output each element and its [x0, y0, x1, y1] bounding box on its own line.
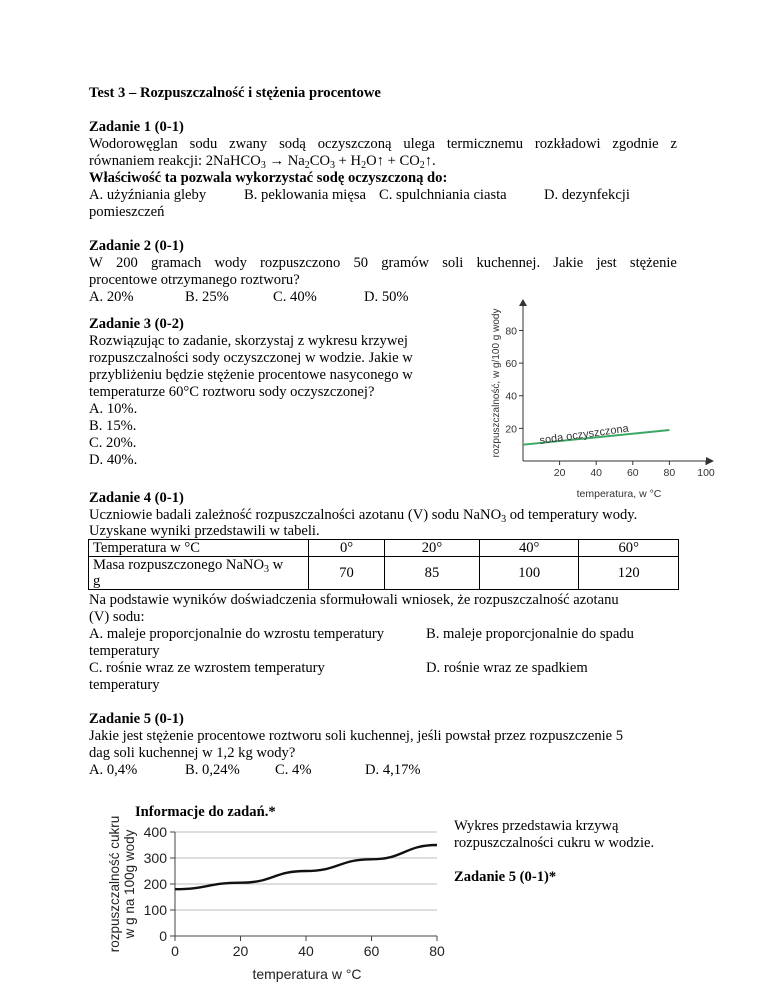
- y-tick-label: 100: [143, 902, 167, 918]
- z4-option-c[interactable]: C. rośnie wraz ze wzrostem temperatury: [89, 660, 325, 676]
- z4-option-b-cont: temperatury: [89, 643, 160, 659]
- table-cell: 0°: [309, 540, 385, 557]
- z5-option-c[interactable]: C. 4%: [275, 762, 312, 778]
- z4-after2: (V) sodu:: [89, 609, 145, 625]
- z5-line1: Jakie jest stężenie procentowe roztworu soli kuchennej, jeśli powstał przez rozpuszczenie 5: [89, 728, 624, 744]
- x-axis-arrow: [706, 457, 714, 465]
- z5-option-a[interactable]: A. 0,4%: [89, 762, 138, 778]
- z3-option-d[interactable]: D. 40%.: [89, 452, 138, 468]
- z2-heading: Zadanie 2 (0-1): [89, 238, 184, 254]
- y-tick-label: 80: [505, 325, 517, 338]
- z1-option-a[interactable]: A. użyźniania gleby: [89, 187, 207, 203]
- x-axis-label: temperatura, w °C: [576, 488, 662, 500]
- z1-question: Właściwość ta pozwala wykorzystać sodę oczyszczoną do:: [89, 170, 448, 186]
- table-cell: 60°: [579, 540, 679, 557]
- z3-line2: rozpuszczalności sody oczyszczonej w wodzie. Jakie w: [89, 350, 413, 366]
- x-tick-label: 20: [553, 467, 566, 479]
- x-tick-label: 80: [663, 467, 676, 479]
- z1-option-d[interactable]: D. dezynfekcji: [544, 187, 630, 203]
- z3-heading: Zadanie 3 (0-2): [89, 316, 184, 332]
- z2-option-a[interactable]: A. 20%: [89, 289, 134, 305]
- z5-line2: dag soli kuchennej w 1,2 kg wody?: [89, 745, 296, 761]
- z5-star-heading: Zadanie 5 (0-1)*: [454, 869, 557, 885]
- z2-line2: procentowe otrzymanego roztworu?: [89, 272, 300, 288]
- z1-option-b[interactable]: B. peklowania mięsa: [244, 187, 366, 203]
- table-cell: 40°: [479, 540, 579, 557]
- y-axis-label-line2: w g na 100g wody: [122, 829, 137, 939]
- z2-line1: W 200 gramach wody rozpuszczono 50 gramów soli kuchennej. Jakie jest stężenie: [89, 255, 677, 271]
- table-cell: 20°: [385, 540, 480, 557]
- z1-line1: Wodorowęglan sodu zwany sodą oczyszczoną ulega termicznemu rozkładowi zgodnie z: [89, 136, 677, 152]
- x-tick-label: 0: [171, 943, 179, 959]
- z3-line4: temperaturze 60°C roztworu sody oczyszczonej?: [89, 384, 375, 400]
- table-row: [89, 540, 679, 557]
- z3-option-c[interactable]: C. 20%.: [89, 435, 137, 451]
- z1-option-c[interactable]: C. spulchniania ciasta: [379, 187, 507, 203]
- y-tick-label: 300: [143, 850, 167, 866]
- y-tick-label: 40: [505, 390, 517, 403]
- x-tick-label: 60: [626, 467, 639, 479]
- z3-line3: przybliżeniu będzie stężenie procentowe nasyconego w: [89, 367, 413, 383]
- y-tick-label: 400: [143, 824, 167, 840]
- sugar-solubility-chart: [105, 798, 457, 988]
- y-tick-label: 200: [143, 876, 167, 892]
- z4-line2: Uzyskane wyniki przedstawili w tabeli.: [89, 523, 320, 539]
- table-cell: 120: [579, 557, 679, 590]
- table-cell: 100: [479, 557, 579, 590]
- x-tick-label: 80: [429, 943, 445, 959]
- z2-option-d[interactable]: D. 50%: [364, 289, 409, 305]
- chart-title: Informacje do zadań.*: [135, 804, 276, 820]
- z4-after1: Na podstawie wyników doświadczenia sformułowali wniosek, że rozpuszczalność azotanu: [89, 592, 619, 608]
- x-tick-label: 100: [697, 467, 715, 479]
- table-cell: 85: [385, 557, 480, 590]
- table-row: [89, 557, 679, 590]
- z5-heading: Zadanie 5 (0-1): [89, 711, 184, 727]
- table-cell: 70: [309, 557, 385, 590]
- y-tick-label: 20: [505, 423, 517, 436]
- z2-option-b[interactable]: B. 25%: [185, 289, 229, 305]
- z4-option-d-cont: temperatury: [89, 677, 160, 693]
- series-label: soda oczyszczona: [538, 422, 630, 447]
- z4-heading: Zadanie 4 (0-1): [89, 490, 184, 506]
- y-axis-label: rozpuszczalność, w g/100 g wody: [491, 308, 502, 458]
- x-tick-label: 60: [363, 943, 380, 959]
- y-axis-arrow: [519, 299, 527, 306]
- z4-option-a[interactable]: A. maleje proporcjonalnie do wzrostu temperatury: [89, 626, 385, 642]
- sugar-note-line2: rozpuszczalności cukru w wodzie.: [454, 835, 655, 851]
- page-title: Test 3 – Rozpuszczalność i stężenia procentowe: [89, 85, 381, 101]
- z1-option-d-cont: pomieszczeń: [89, 204, 165, 220]
- y-axis-label-line1: rozpuszczalność cukru: [107, 815, 122, 953]
- sugar-curve: [175, 845, 437, 889]
- z5-option-d[interactable]: D. 4,17%: [365, 762, 421, 778]
- z4-option-d[interactable]: D. rośnie wraz ze spadkiem: [426, 660, 588, 676]
- nano3-table: [88, 539, 679, 590]
- z3-option-b[interactable]: B. 15%.: [89, 418, 137, 434]
- y-tick-label: 60: [505, 358, 517, 371]
- z1-heading: Zadanie 1 (0-1): [89, 119, 184, 135]
- table-cell: Temperatura w °C: [89, 540, 309, 557]
- z4-line1: Uczniowie badali zależność rozpuszczalności azotanu (V) sodu NaNO$_3$ od temperatury wody.: [89, 507, 638, 525]
- y-tick-label: 0: [159, 928, 167, 944]
- sugar-note-line1: Wykres przedstawia krzywą: [454, 818, 619, 834]
- x-tick-label: 40: [590, 467, 603, 479]
- z1-equation: równaniem reakcji: 2NaHCO$_3$ → $Na_2CO_3$ + $H_2O↑$ + $CO_2↑$.: [89, 153, 436, 171]
- x-axis-label: temperatura w °C: [252, 966, 362, 982]
- x-tick-label: 40: [298, 943, 314, 959]
- z2-option-c[interactable]: C. 40%: [273, 289, 317, 305]
- z3-option-a[interactable]: A. 10%.: [89, 401, 138, 417]
- table-cell: Masa rozpuszczonego NaNO$_3$ w g: [89, 557, 309, 590]
- z3-line1: Rozwiązując to zadanie, skorzystaj z wykresu krzywej: [89, 333, 408, 349]
- x-tick-label: 20: [232, 943, 249, 959]
- z4-option-b[interactable]: B. maleje proporcjonalnie do spadu: [426, 626, 634, 642]
- soda-solubility-chart: [485, 298, 715, 502]
- z5-option-b[interactable]: B. 0,24%: [185, 762, 240, 778]
